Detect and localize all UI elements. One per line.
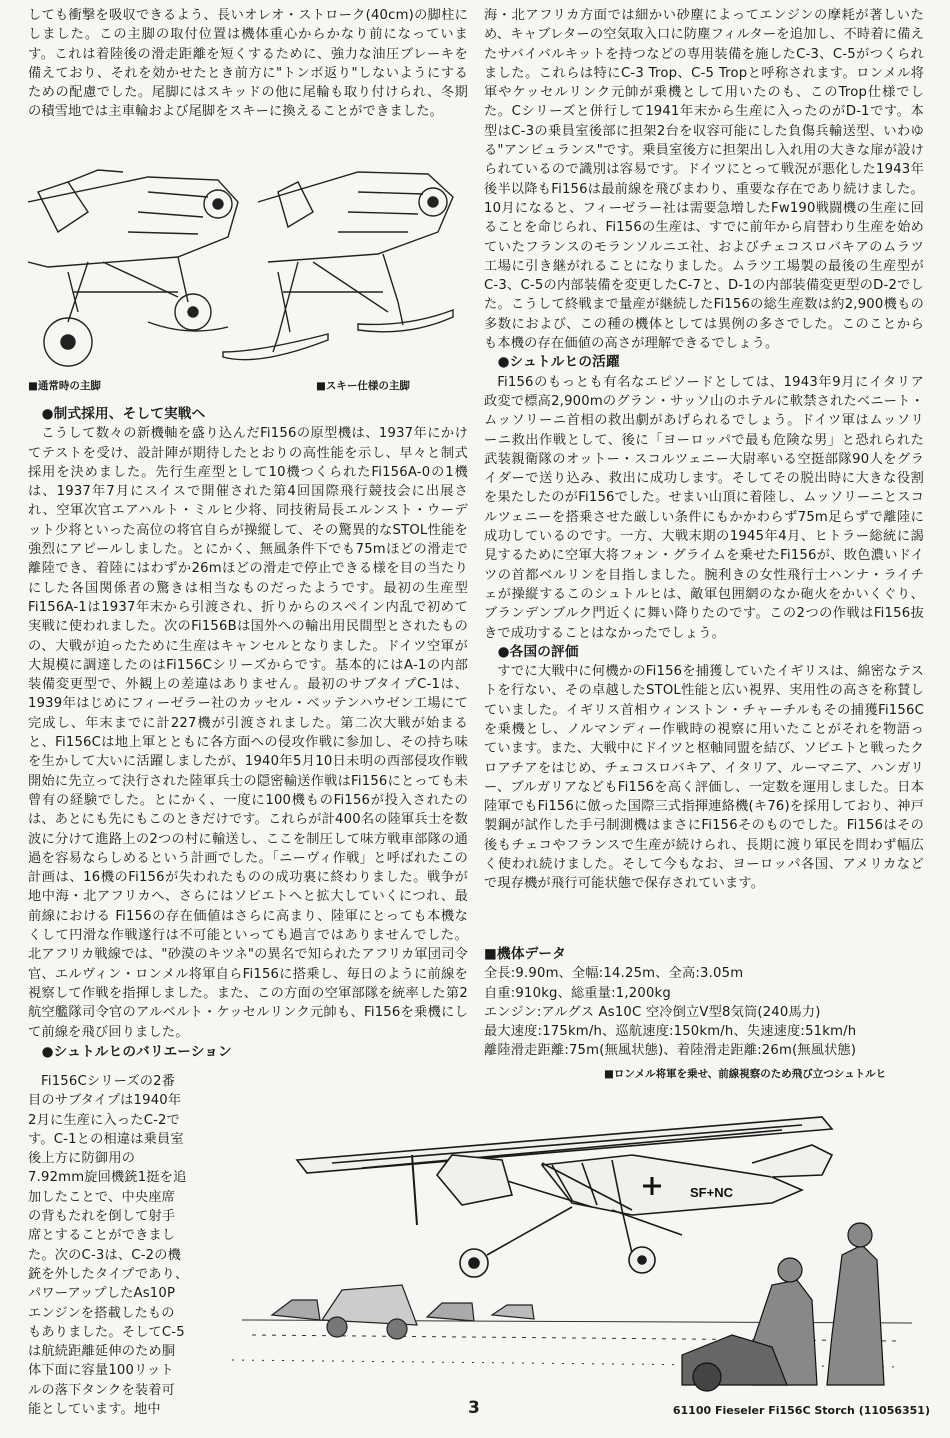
section-heading-activity: ●シュトルヒの活躍 [497, 354, 620, 371]
left-intro-text [28, 6, 468, 122]
variations-line: 能としています。地中 [28, 1402, 161, 1418]
intro-paragraph: しても衝撃を吸収できるよう、長いオレオ・ストローク(40cm)の脚柱にしました。この主脚の取付位置は機体重心からかなり前になっています。これは着陸後の滑走距離を短くするために、強力な油圧ブレーキを備えており、それを効かせたとき前方に"トンボ返り"しないようにするための配慮でした。尾脚にはスキッドの他に尾輪も取り付けられ、冬期の積雪地では主車輪および尾脚をスキーに換えることができました。 [28, 8, 468, 120]
variations-line: 目のサブタイプは1940年 [28, 1093, 182, 1109]
variations-line: 席とすることができまし [28, 1228, 176, 1244]
spec-weight: 自重:910kg、総重量:1,200kg [484, 985, 671, 1001]
spec-engine: エンジン:アルグス As10C 空冷倒立V型8気筒(240馬力) [484, 1004, 821, 1020]
section-body-evaluation: すでに大戦中に何機かのFi156を捕獲していたイギリスは、綿密なテストを行ない、その卓越したSTOL性能と広い視界、実用性の高さを称賛していました。イギリス首相ウィンストン・チャーチルもその捕獲Fi156Cを乗機とし、ノルマンディー作戦時の視察に用いたことがそれを物語っています。また、大戦中にドイツと枢軸同盟を結び、ソビエトと戦ったクロアチアをはじめ、チェコスロバキア、イタリア、ルーマニア、ハンガリー、ブルガリアなどもFi156を高く評価し、一定数を運用しました。日本陸軍でもFi156に倣った国際三式指揮連絡機(キ76)を採用しており、神戸製鋼が試作した手弓制測機はまさにFi156そのものでした。Fi156はその後もチェコやフランスで生産が続けられ、長期に渡り軍民を問わず幅広く使われ続けました。そして今もなお、ヨーロッパ各国、アメリカなどで現存機が飛行可能状態で保存されています。 [484, 664, 924, 892]
footer-product-code: 61100 Fieseler Fi156C Storch (11056351) [672, 1404, 930, 1417]
variations-line: Fi156Cシリーズの2番 [41, 1074, 176, 1089]
ski-gear-drawing [223, 172, 453, 360]
variations-line: ルの落下タンクを装着可 [28, 1382, 175, 1398]
section-body-adoption: こうして数々の新機軸を盛り込んだFi156の原型機は、1937年にかけてテストを受け、設計陣が期待したとおりの高性能を示し、早々と制式採用を決めました。先行生産型として10機つくられたFi156A-0の1機は、1937年7月にスイスで開催された第4回国際飛行競技会に出展され、空軍次官エアハルト・ミルヒ少将、同技術局長エルンスト・ウーデット少将といった高位の将官自らが操縦して、その驚異的なSTOL性能を強烈にアピールしました。とにかく、無風条件下でも75mほどの滑走で離陸でき、着陸にはわずか26mほどの滑走で停止できる様を目の当たりにした各国関係者の驚きは相当なものだったようです。最初の生産型Fi156A-1は1937年末から引渡され、折りからのスペイン内乱で初めて実戦に使われました。次のFi156Bは国外への輸出用民間型とされたものの、大戦が迫ったために生産はキャンセルとなりました。ドイツ空軍が大規模に調達したのはFi156Cシリーズからです。基本的にはA-1の内部装備変更型で、外観上の差違はありません。最初のサブタイプC-1は、1939年はじめにフィーゼラー社のカッセル・ベッテンハウゼン工場にて完成し、年末までに計227機が引渡されました。第二次大戦が始まると、Fi156Cは地上軍とともに各方面への侵攻作戦に参加し、その持ち味を生かして大いに活躍しましたが、1940年5月10日未明の西部侵攻作戦開始に先立って決行された陸軍兵士の隠密輸送作戦はFi156にとっても未曾有の経験でした。とにかく、一度に100機ものFi156が投入されたのは、あとにも先にもこのときだけです。これらが計400名の陸軍兵士を数波に分けて進路上の2つの村に輸送し、ここを制圧して味方戦車部隊の通過を容易ならしめるという計画でした。「ニーヴィ作戦」と呼ばれたこの計画は、16機のFi156が失われたものの成功裏に終わりました。戦争が地中海・北アフリカへ、さらにはソビエトへと拡大していくにつれ、最前線における Fi156の存在価値はさらに高まり、陸軍にとっても本機なくして円滑な作戦遂行は不可能といっても過言ではありませんでした。北アフリカ戦線では、"砂漠のキツネ"の異名で知られたアフリカ軍団司令官、エルヴィン・ロンメル将軍自らFi156に搭乗し、毎日のように前線を視察して作戦を指揮しました。また、この方面の空軍部隊を統率した第2航空艦隊司令官のアルベルト・ケッセルリンク元帥も、Fi156を乗機にして前線を飛び回りました。 [28, 426, 468, 1040]
variations-line: た。次のC-3は、C-2の機 [28, 1247, 182, 1263]
spec-speed: 最大速度:175km/h、巡航速度:150km/h、失速速度:51km/h [484, 1024, 857, 1040]
variations-line: 体下面に容量100リット [28, 1363, 174, 1379]
variations-line: 2月に生産に入ったC-2で [28, 1112, 181, 1128]
variations-line: エンジンを搭載したもの [28, 1305, 175, 1321]
page-number: 3 [468, 1398, 480, 1418]
tropical-variants-paragraph: 海・北アフリカ方面では細かい砂塵によってエンジンの摩耗が著しいため、キャブレターの空気取入口に防塵フィルターを追加し、不時着に備えたサバイバルキットを持つなどの専用装備を施したC-3、C-5がつくられました。これらは特にC-3 Trop、C-5 Tropと呼称されます。ロンメル将軍やケッセルリンク元帥が乗機として用いたのも、このTrop仕様でした。Cシリーズと併行して1941年末から生産に入ったのがD-1です。本型はC-3の乗員室後部に担架2台を収容可能にした負傷兵輸送型、いわゆる"アンビュランス"です。乗員室後方に担架出し入れ用の大きな扉が設けられているので識別は容易です。ドイツにとって戦況が悪化した1943年後半以降もFi156は最前線を飛びまわり、重要な存在であり続けました。10月になると、フィーゼラー社は需要急増したFw190戦闘機の生産に回ることを命じられ、Fi156の生産は、すでに前年から肩替わり生産を始めていたフランスのモランソルニエ社、およびチェコスロバキアのムラツ工場に引き継がれることになりました。ムラツ工場製の最後の生産型がC-3、C-5の内部装備を変更したC-7と、D-1の内部装備変更型のD-2でした。こうして終戦まで量産が継続したFi156の総生産数は約2,900機もの多数におよび、この種の機体としては異例の多さでした。このことからも本機の存在価値の高さが理解できるでしょう。 [484, 8, 924, 352]
left-section-1 [28, 405, 468, 1062]
ground-vehicles-drawing [272, 1285, 534, 1339]
variations-line: 加したことで、中央座席 [28, 1189, 175, 1205]
variations-line: の背もたれを倒して射手 [28, 1209, 176, 1225]
aircraft-drawing [297, 1117, 832, 1277]
right-column-text [484, 6, 924, 894]
variations-line: す。C-1との相違は乗員室 [28, 1131, 184, 1147]
variations-line: パワーアップしたAs10P [28, 1286, 176, 1302]
section-heading-variations: ●シュトルヒのバリエーション [41, 1043, 232, 1060]
main-illustration-caption: ■ロンメル将軍を乗せ、前線視察のため飛び立つシュトルヒ [604, 1068, 887, 1080]
spec-dimensions: 全長:9.90m、全幅:14.25m、全高:3.05m [484, 966, 744, 982]
soldiers-drawing [682, 1223, 884, 1391]
caption-ski-gear: ■スキー仕様の主脚 [316, 380, 410, 392]
aircraft-code-marking: SF+NC [690, 1185, 733, 1200]
aircraft-specs [484, 945, 924, 1061]
section-heading-evaluation: ●各国の評価 [497, 643, 579, 660]
caption-normal-gear: ■通常時の主脚 [28, 380, 101, 392]
specs-heading: ■機体データ [484, 946, 567, 962]
variations-line: 銃を外したタイプであり、 [28, 1266, 189, 1282]
section-heading-adoption: ●制式採用、そして実戦へ [41, 406, 206, 422]
variations-line: は航続距離延伸のため胴 [28, 1344, 176, 1360]
normal-gear-drawing [28, 170, 238, 366]
variations-text [28, 1072, 210, 1419]
variations-line: 後上方に防御用の [28, 1151, 136, 1167]
variations-line: もありました。そしてC-5 [28, 1324, 185, 1340]
variations-line: 7.92mm旋回機銃1挺を追 [28, 1170, 187, 1186]
section-body-activity: Fi156のもっとも有名なエピソードとしては、1943年9月にイタリア政変で標高2,900mのグラン・サッソ山のホテルに軟禁されたベニート・ムッソリーニ首相の救出劇があげられるでしょう。ドイツ軍はムッソリーニ救出作戦として、後に「ヨーロッパで最も危険な男」と恐れられた武装親衛隊のオットー・スコルツェニー大尉率いる空挺部隊90人をグライダーで送り込み、救出に成功します。そしてその脱出時に大きな役割を果たしたのがFi156でした。せまい山頂に着陸し、ムッソリーニとスコルツェニーを搭乗させた厳しい条件にもかかわらず75m足らずで離陸に成功しているのです。一方、大戦末期の1945年4月、ヒトラー総統に謁見するために空軍大将フォン・グライムを乗せたFi156が、敗色濃いドイツの首都ベルリンを目指しました。腕利きの女性飛行士ハンナ・ライチェが操縦するこのシュトルヒは、敵軍包囲網のなか砲火をかいくぐり、ブランデンブルク門近くに舞い降りたのです。この2つの作戦はFi156抜きで成功することはなかったでしょう。 [484, 374, 924, 641]
storch-takeoff-illustration [212, 1085, 927, 1393]
landing-gear-illustrations [28, 162, 468, 392]
spec-takeoff-landing: 離陸滑走距離:75m(無風状態)、着陸滑走距離:26m(無風状態) [484, 1043, 857, 1059]
